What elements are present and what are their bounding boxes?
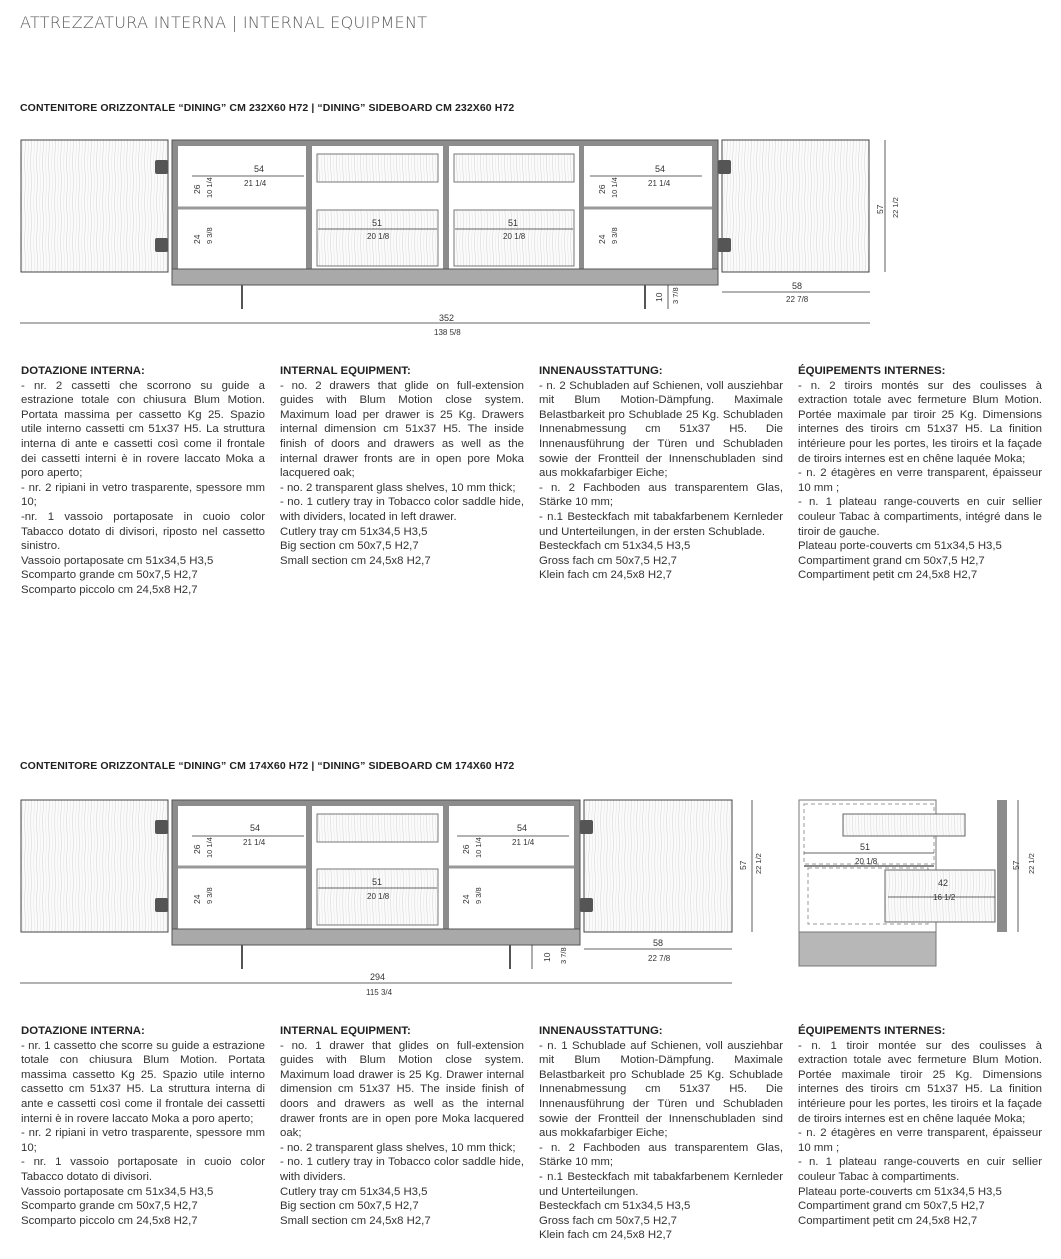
section2-de-column: INNENAUSSTATTUNG: - n. 1 Schublade auf Schienen, voll ausziehbar mit Blum Motion-Dämpfung. Maximale Belastbarkeit pro Schublade 25 Kg. Schublade Innenabmessung cm 51x37 H5. Die Innenausführung der Türen und Schubladen sowie der Frontteil der Innenschubladen sind aus mokkafarbiger Eiche; - n. 2 Fachboden aus transparentem Glas, Stärke 10 mm; - n.1 Besteckfach mit tabakfarbenem Kernleder und Unterteilungen. Besteckfach cm 51x34,5 H3,5 Gross fach cm 50x7,5 H2,7 Klein fach cm 24,5x8 H2,7 <box>539 1025 783 1242</box>
dim-drawer-right-in: 20 1/8 <box>503 232 526 241</box>
svg-text:22 1/2: 22 1/2 <box>1027 853 1036 874</box>
section1-title: CONTENITORE ORIZZONTALE “DINING” CM 232X60 H72 | “DINING” SIDEBOARD CM 232X60 H72 <box>20 102 515 114</box>
section1-de-column: INNENAUSSTATTUNG: - n. 2 Schubladen auf Schienen, voll ausziehbar mit Blum Motion-Dämpfung. Maximale Belastbarkeit pro Schublade 25 Kg. Schubladen Innenabmessung cm 51x37 H5. Die Innenausführung der Türen und Schubladen sowie der Frontteil der Innenschubladen sind aus mokkafarbiger Eiche; - n. 2 Fachboden aus transparentem Glas, Stärke 10 mm; - n.1 Besteckfach mit tabakfarbenem Kernleder und Unterteilungen, in der ersten Schublade. Besteckfach cm 51x34,5 H3,5 Gross fach cm 50x7,5 H2,7 Klein fach cm 24,5x8 H2,7 <box>539 365 783 582</box>
svg-text:21 1/4: 21 1/4 <box>243 838 266 847</box>
svg-text:294: 294 <box>370 972 386 982</box>
svg-text:57: 57 <box>1011 860 1021 870</box>
svg-text:10 1/4: 10 1/4 <box>474 837 483 858</box>
left-door <box>21 800 168 932</box>
dim-total: 352 <box>439 313 455 323</box>
dim-top-width-right-in: 21 1/4 <box>648 179 671 188</box>
dim-height-in: 22 1/2 <box>891 197 900 218</box>
svg-text:24: 24 <box>597 234 607 244</box>
dim-bot-h: 24 <box>192 234 202 244</box>
svg-text:26: 26 <box>461 844 471 854</box>
dim-top-h-in: 10 1/4 <box>205 177 214 198</box>
section2-fr-heading: ÉQUIPEMENTS INTERNES: <box>798 1025 946 1037</box>
dim-total-in: 138 5/8 <box>434 328 461 337</box>
dim-leg-in: 3 7/8 <box>671 287 680 304</box>
dim-drawer-right: 51 <box>508 218 519 228</box>
dim-bot-h-in: 9 3/8 <box>205 227 214 244</box>
dim-top-width-right: 54 <box>655 164 666 174</box>
svg-text:21 1/4: 21 1/4 <box>512 838 535 847</box>
dim-top-h: 26 <box>192 184 202 194</box>
section2-drawing <box>0 792 1061 1002</box>
svg-text:3 7/8: 3 7/8 <box>559 947 568 964</box>
dim-depth: 58 <box>792 281 803 291</box>
svg-text:10 1/4: 10 1/4 <box>610 177 619 198</box>
svg-text:26: 26 <box>192 844 202 854</box>
svg-text:24: 24 <box>461 894 471 904</box>
section2-title: CONTENITORE ORIZZONTALE “DINING” CM 174X60 H72 | “DINING” SIDEBOARD CM 174X60 H72 <box>20 760 515 772</box>
svg-text:51: 51 <box>372 877 383 887</box>
svg-text:26: 26 <box>597 184 607 194</box>
svg-text:54: 54 <box>517 823 528 833</box>
dim-drawer-left: 51 <box>372 218 383 228</box>
svg-text:51: 51 <box>860 842 871 852</box>
svg-text:16 1/2: 16 1/2 <box>933 893 956 902</box>
dim-top-width-left: 54 <box>254 164 265 174</box>
dim-top-width-left-in: 21 1/4 <box>244 179 267 188</box>
left-door <box>21 140 168 272</box>
section1-fr-column: ÉQUIPEMENTS INTERNES: - n. 2 tiroirs montés sur des coulisses à extraction totale avec fermeture Blum Motion. Portée maximale par tiroir 25 Kg. Dimensions internes des tiroirs cm 51x37 H5. La finition intérieure pour les portes, les tiroirs et la façade de tiroirs internes est en chêne laquée Moka; - n. 2 étagères en verre transparent, épaisseur 10 mm ; - n. 1 plateau range-couverts en cuir sellier couleur Tabac à compartiments, intégré dans le tiroir de gauche. Plateau porte-couverts cm 51x34,5 H3,5 Compartiment grand cm 50x7,5 H2,7 Compartiment petit cm 24,5x8 H2,7 <box>798 365 1042 582</box>
dim-leg: 10 <box>654 292 664 302</box>
section2-it-heading: DOTAZIONE INTERNA: <box>21 1025 145 1037</box>
svg-text:22 1/2: 22 1/2 <box>754 853 763 874</box>
section2-de-heading: INNENAUSSTATTUNG: <box>539 1025 663 1037</box>
svg-text:22 7/8: 22 7/8 <box>648 954 671 963</box>
section2-fr-column: ÉQUIPEMENTS INTERNES: - n. 1 tiroir montée sur des coulisses à extraction totale avec fermeture Blum Motion. Portée maximale tiroir 25 Kg. Dimensions internes des tiroirs cm 51x37 H5. La finition intérieure pour les portes, les tiroirs et la façade de tiroirs internes est en chêne laquée Moka; - n. 2 étagères en verre transparent, épaisseur 10 mm ; - n. 1 plateau range-couverts en cuir sellier couleur Tabac à compartiments. Plateau porte-couverts cm 51x34,5 H3,5 Compartiment grand cm 50x7,5 H2,7 Compartiment petit cm 24,5x8 H2,7 <box>798 1025 1042 1227</box>
section2-en-column: INTERNAL EQUIPMENT: - no. 1 drawer that glides on full-extension guides with Blum Motion close system. Maximum load drawer is 25 Kg. Drawer internal dimension cm 51x37 H5. The inside finish of doors and drawers as well as the internal drawer fronts are in open pore Moka lacquered oak; - no. 2 transparent glass shelves, 10 mm thick; - no. 1 cutlery tray in Tobacco color saddle hide, with dividers. Cutlery tray cm 51x34,5 H3,5 Big section cm 50x7,5 H2,7 Small section cm 24,5x8 H2,7 <box>280 1025 524 1227</box>
svg-text:10 1/4: 10 1/4 <box>205 837 214 858</box>
section1-de-heading: INNENAUSSTATTUNG: <box>539 365 663 377</box>
svg-text:54: 54 <box>250 823 261 833</box>
page-title: ATTREZZATURA INTERNA | INTERNAL EQUIPMENT <box>20 13 428 32</box>
svg-text:42: 42 <box>938 878 949 888</box>
section1-en-heading: INTERNAL EQUIPMENT: <box>280 365 411 377</box>
svg-text:9 3/8: 9 3/8 <box>205 887 214 904</box>
svg-text:57: 57 <box>738 860 748 870</box>
dim-depth-in: 22 7/8 <box>786 295 809 304</box>
svg-text:58: 58 <box>653 938 664 948</box>
section1-drawing <box>0 132 1061 342</box>
dim-height: 57 <box>875 204 885 214</box>
section1-it-column: DOTAZIONE INTERNA: - nr. 2 cassetti che scorrono su guide a estrazione totale con chiusura Blum Motion. Portata massima per cassetto Kg 25. Spazio utile interno cassetti cm 51x37 H5. La struttura interna di ante e cassetti così come il frontale dei cassetti interni è in rovere laccato Moka a poro aperto; - nr. 2 ripiani in vetro trasparente, spessore mm 10; -nr. 1 vassoio portaposate in cuoio color Tabacco dotato di divisori, riposto nel cassetto sinistro. Vassoio portaposate cm 51x34,5 H3,5 Scomparto grande cm 50x7,5 H2,7 Scomparto piccolo cm 24,5x8 H2,7 <box>21 365 265 596</box>
svg-text:10: 10 <box>542 952 552 962</box>
section1-fr-heading: ÉQUIPEMENTS INTERNES: <box>798 365 946 377</box>
right-door <box>584 800 732 932</box>
section2-it-column: DOTAZIONE INTERNA: - nr. 1 cassetto che scorre su guide a estrazione totale con chiusura Blum Motion. Portata massima cassetto Kg 25. Spazio utile interno cassetto cm 51x37 H5. La struttura interna di ante e cassetti così come il frontale dei cassetti interni è in rovere laccato Moka a poro aperto; - nr. 2 ripiani in vetro trasparente, spessore mm 10; - nr. 1 vassoio portaposate in cuoio color Tabacco dotato di divisori. Vassoio portaposate cm 51x34,5 H3,5 Scomparto grande cm 50x7,5 H2,7 Scomparto piccolo cm 24,5x8 H2,7 <box>21 1025 265 1227</box>
svg-text:24: 24 <box>192 894 202 904</box>
svg-text:115 3/4: 115 3/4 <box>366 988 393 997</box>
section1-en-column: INTERNAL EQUIPMENT: - no. 2 drawers that glide on full-extension guides with Blum Motion close system. Maximum load per drawer is 25 Kg. Drawers internal dimension cm 51x37 H5. The inside finish of doors and drawers as well as the internal drawer fronts are in open pore Moka lacquered oak; - no. 2 transparent glass shelves, 10 mm thick; - no. 1 cutlery tray in Tobacco color saddle hide, with dividers, located in left drawer. Cutlery tray cm 51x34,5 H3,5 Big section cm 50x7,5 H2,7 Small section cm 24,5x8 H2,7 <box>280 365 524 567</box>
right-door <box>722 140 869 272</box>
section2-en-heading: INTERNAL EQUIPMENT: <box>280 1025 411 1037</box>
svg-text:9 3/8: 9 3/8 <box>610 227 619 244</box>
svg-text:20 1/8: 20 1/8 <box>855 857 878 866</box>
dim-drawer-left-in: 20 1/8 <box>367 232 390 241</box>
section1-it-heading: DOTAZIONE INTERNA: <box>21 365 145 377</box>
svg-text:20 1/8: 20 1/8 <box>367 892 390 901</box>
svg-text:9 3/8: 9 3/8 <box>474 887 483 904</box>
